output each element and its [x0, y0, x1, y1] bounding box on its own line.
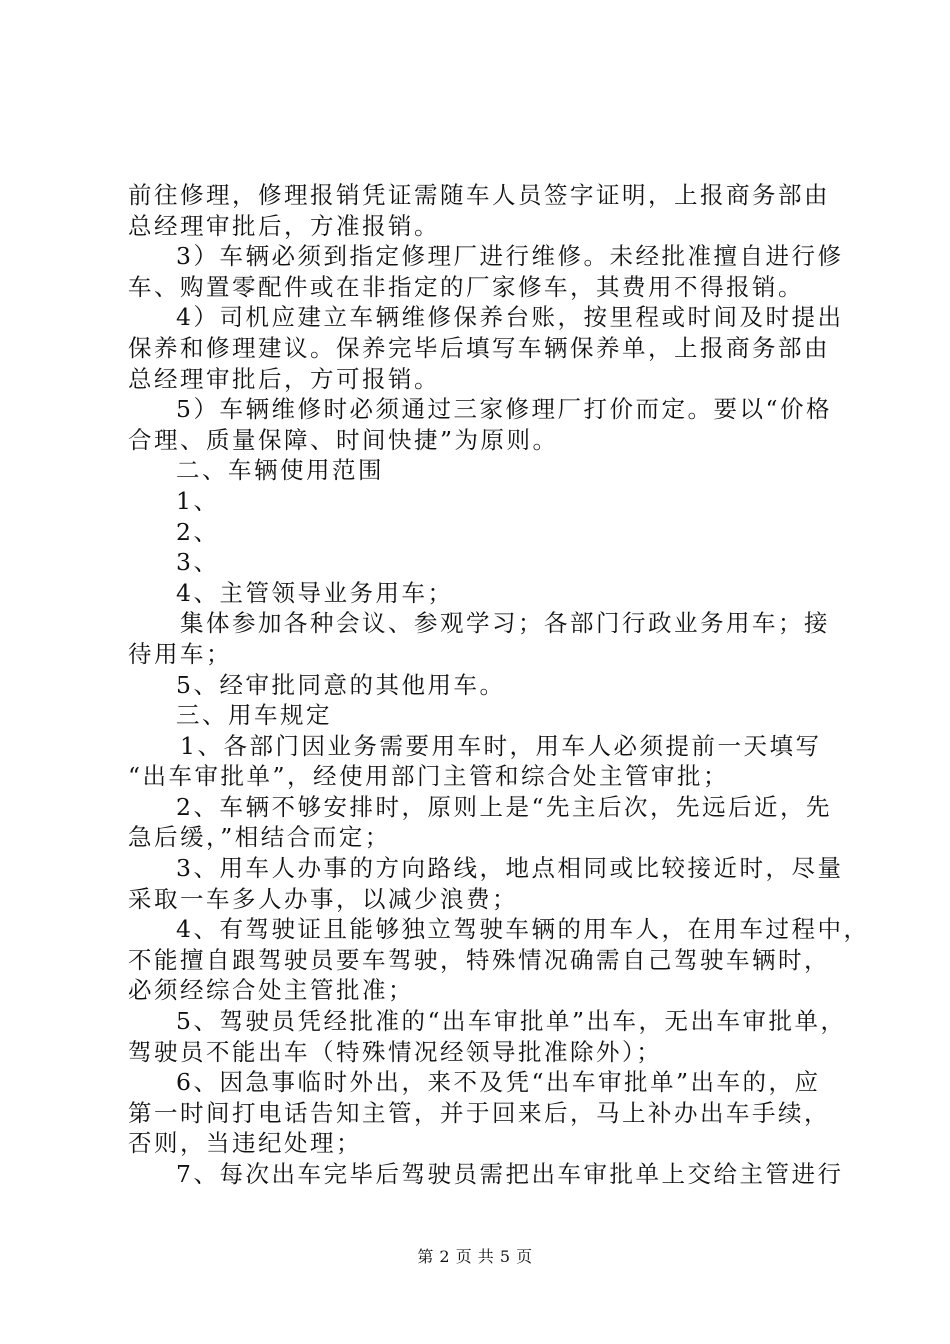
text-line: 集体参加各种会议、参观学习；各部门行政业务用车；接 [180, 609, 830, 638]
text-line: 待用车； [128, 639, 232, 668]
list-item: 2、车辆不够安排时，原则上是“先主后次，先远后近，先 [176, 792, 832, 821]
text-line: 3）车辆必须到指定修理厂进行维修。未经批准擅自进行修 [176, 242, 844, 271]
list-item: 5、经审批同意的其他用车。 [176, 670, 506, 699]
text-line: 必须经综合处主管批准； [128, 976, 414, 1005]
section-heading: 二、车辆使用范围 [176, 456, 384, 485]
text-line: “出车审批单”，经使用部门主管和综合处主管审批； [128, 762, 730, 791]
document-body [128, 180, 870, 1190]
list-item: 2、 [176, 517, 220, 546]
text-line: 总经理审批后，方准报销。 [128, 211, 440, 240]
list-item: 5、驾驶员凭经批准的“出车审批单”出车，无出车审批单， [176, 1007, 847, 1036]
text-line: 4）司机应建立车辆维修保养台账，按里程或时间及时提出 [176, 303, 844, 332]
list-item: 6、因急事临时外出，来不及凭“出车审批单”出车的，应 [176, 1068, 821, 1097]
list-item: 4、有驾驶证且能够独立驾驶车辆的用车人，在用车过程中， [176, 915, 870, 944]
section-heading: 三、用车规定 [176, 701, 332, 730]
text-line: 驾驶员不能出车（特殊情况经领导批准除外）； [128, 1037, 663, 1066]
text-line: 急后缓，”相结合而定； [128, 823, 391, 852]
text-line: 采取一车多人办事，以减少浪费； [128, 884, 518, 913]
text-line: 前往修理，修理报销凭证需随车人员签字证明，上报商务部由 [128, 181, 830, 209]
text-line: 车、购置零配件或在非指定的厂家修车，其费用不得报销。 [128, 272, 804, 301]
list-item: 4、主管领导业务用车； [176, 578, 454, 607]
text-line: 不能擅自跟驾驶员要车驾驶，特殊情况确需自己驾驶车辆时， [128, 945, 830, 974]
text-line: 5）车辆维修时必须通过三家修理厂打价而定。要以“价格 [176, 395, 832, 424]
list-item: 7、每次出车完毕后驾驶员需把出车审批单上交给主管进行 [176, 1160, 844, 1188]
text-line: 保养和修理建议。保养完毕后填写车辆保养单，上报商务部由 [128, 333, 830, 362]
text-line: 第一时间打电话告知主管，并于回来后，马上补办出车手续， [128, 1098, 830, 1127]
text-line: 合理、质量保障、时间快捷”为原则。 [128, 425, 559, 454]
text-line: 总经理审批后，方可报销。 [128, 364, 440, 393]
list-item: 3、 [176, 548, 220, 577]
list-item: 1、各部门因业务需要用车时，用车人必须提前一天填写 [180, 731, 822, 760]
page-number-footer: 第 2 页 共 5 页 [417, 1247, 533, 1266]
list-item: 1、 [176, 486, 220, 515]
list-item: 3、用车人办事的方向路线，地点相同或比较接近时，尽量 [176, 854, 844, 883]
text-line: 否则，当违纪处理； [128, 1129, 362, 1158]
